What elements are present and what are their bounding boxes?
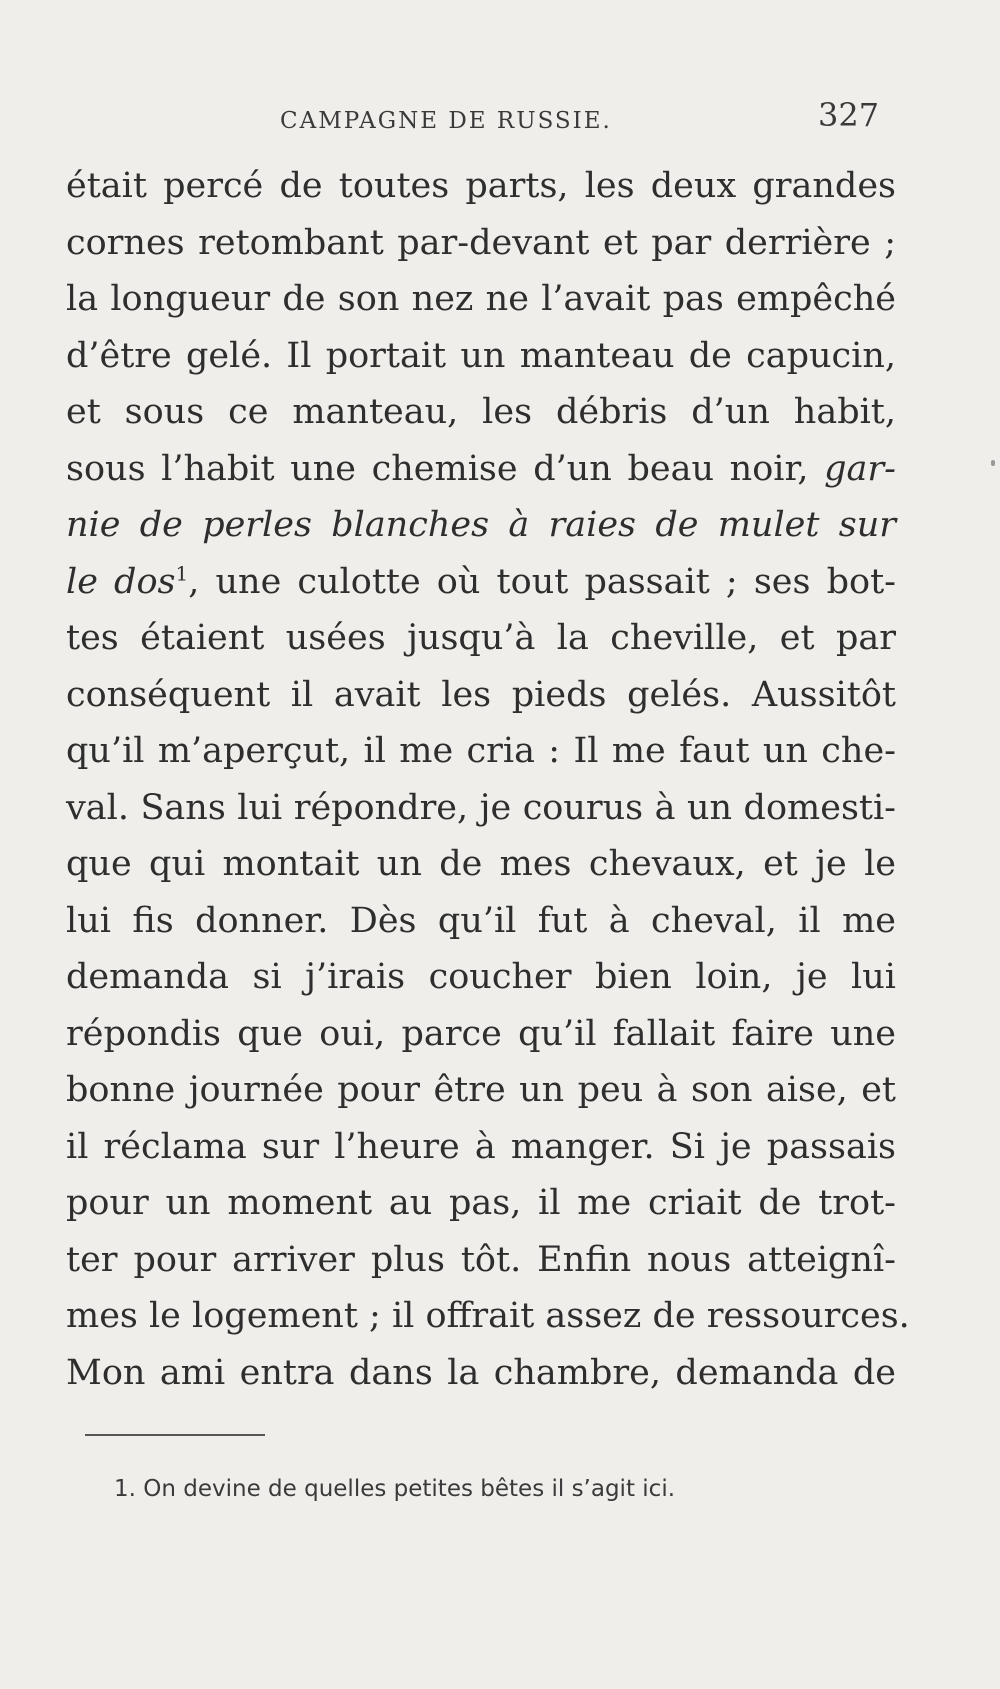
text-line: pour un moment au pas, il me criait de trot- bbox=[66, 1183, 896, 1223]
text-line: il réclama sur l’heure à manger. Si je passais bbox=[66, 1126, 896, 1167]
paper-speck bbox=[991, 460, 995, 466]
text-line: répondis que oui, parce qu’il fallait faire une bbox=[66, 1013, 896, 1054]
text-line: ter pour arriver plus tôt. Enfin nous atteignî- bbox=[66, 1239, 896, 1280]
italic-line: nie de perles blanches à raies de mulet sur bbox=[66, 505, 896, 545]
footnote: 1. On devine de quelles petites bêtes il s’agit ici. bbox=[114, 1476, 676, 1502]
text-line: cornes retombant par-devant et par derrière ; bbox=[66, 222, 896, 263]
text-line: demanda si j’irais coucher bien loin, je lui bbox=[66, 957, 896, 997]
footnote-divider bbox=[85, 1434, 265, 1436]
text-line: la longueur de son nez ne l’avait pas empêché bbox=[66, 279, 896, 319]
text-line: Mon ami entra dans la chambre, demanda de bbox=[66, 1352, 896, 1393]
footnote-reference: 1 bbox=[175, 560, 189, 585]
text-segment: sous l’habit une chemise d’un beau noir, bbox=[66, 448, 809, 489]
running-title: CAMPAGNE DE RUSSIE. bbox=[280, 108, 612, 134]
text-line: conséquent il avait les pieds gelés. Aussitôt bbox=[66, 674, 896, 715]
text-line: qu’il m’aperçut, il me cria : Il me faut un che- bbox=[66, 731, 896, 771]
text-line: que qui montait un de mes chevaux, et je le bbox=[66, 844, 896, 884]
text-line: bonne journée pour être un peu à son aise, et bbox=[66, 1070, 896, 1110]
text-line: et sous ce manteau, les débris d’un habit, bbox=[66, 392, 896, 432]
italic-segment: gar- bbox=[824, 448, 896, 489]
page-number: 327 bbox=[818, 96, 880, 134]
italic-segment: le dos bbox=[66, 561, 176, 602]
text-line: lui fis donner. Dès qu’il fut à cheval, il me bbox=[66, 900, 896, 941]
text-line: le dos$^1$, une culotte où tout passait ; ses bot- bbox=[66, 560, 896, 602]
text-line: mes le logement ; il offrait assez de ressources. bbox=[66, 1296, 910, 1336]
text-line: était percé de toutes parts, les deux grandes bbox=[66, 166, 896, 206]
text-line: tes étaient usées jusqu’à la cheville, et par bbox=[66, 618, 896, 658]
text-segment: une culotte où tout passait ; ses bot- bbox=[215, 561, 896, 602]
text-line bbox=[66, 441, 896, 498]
text-line: val. Sans lui répondre, je courus à un domesti- bbox=[66, 787, 896, 828]
main-text bbox=[66, 158, 910, 1401]
text-line: d’être gelé. Il portait un manteau de capucin, bbox=[66, 335, 896, 376]
